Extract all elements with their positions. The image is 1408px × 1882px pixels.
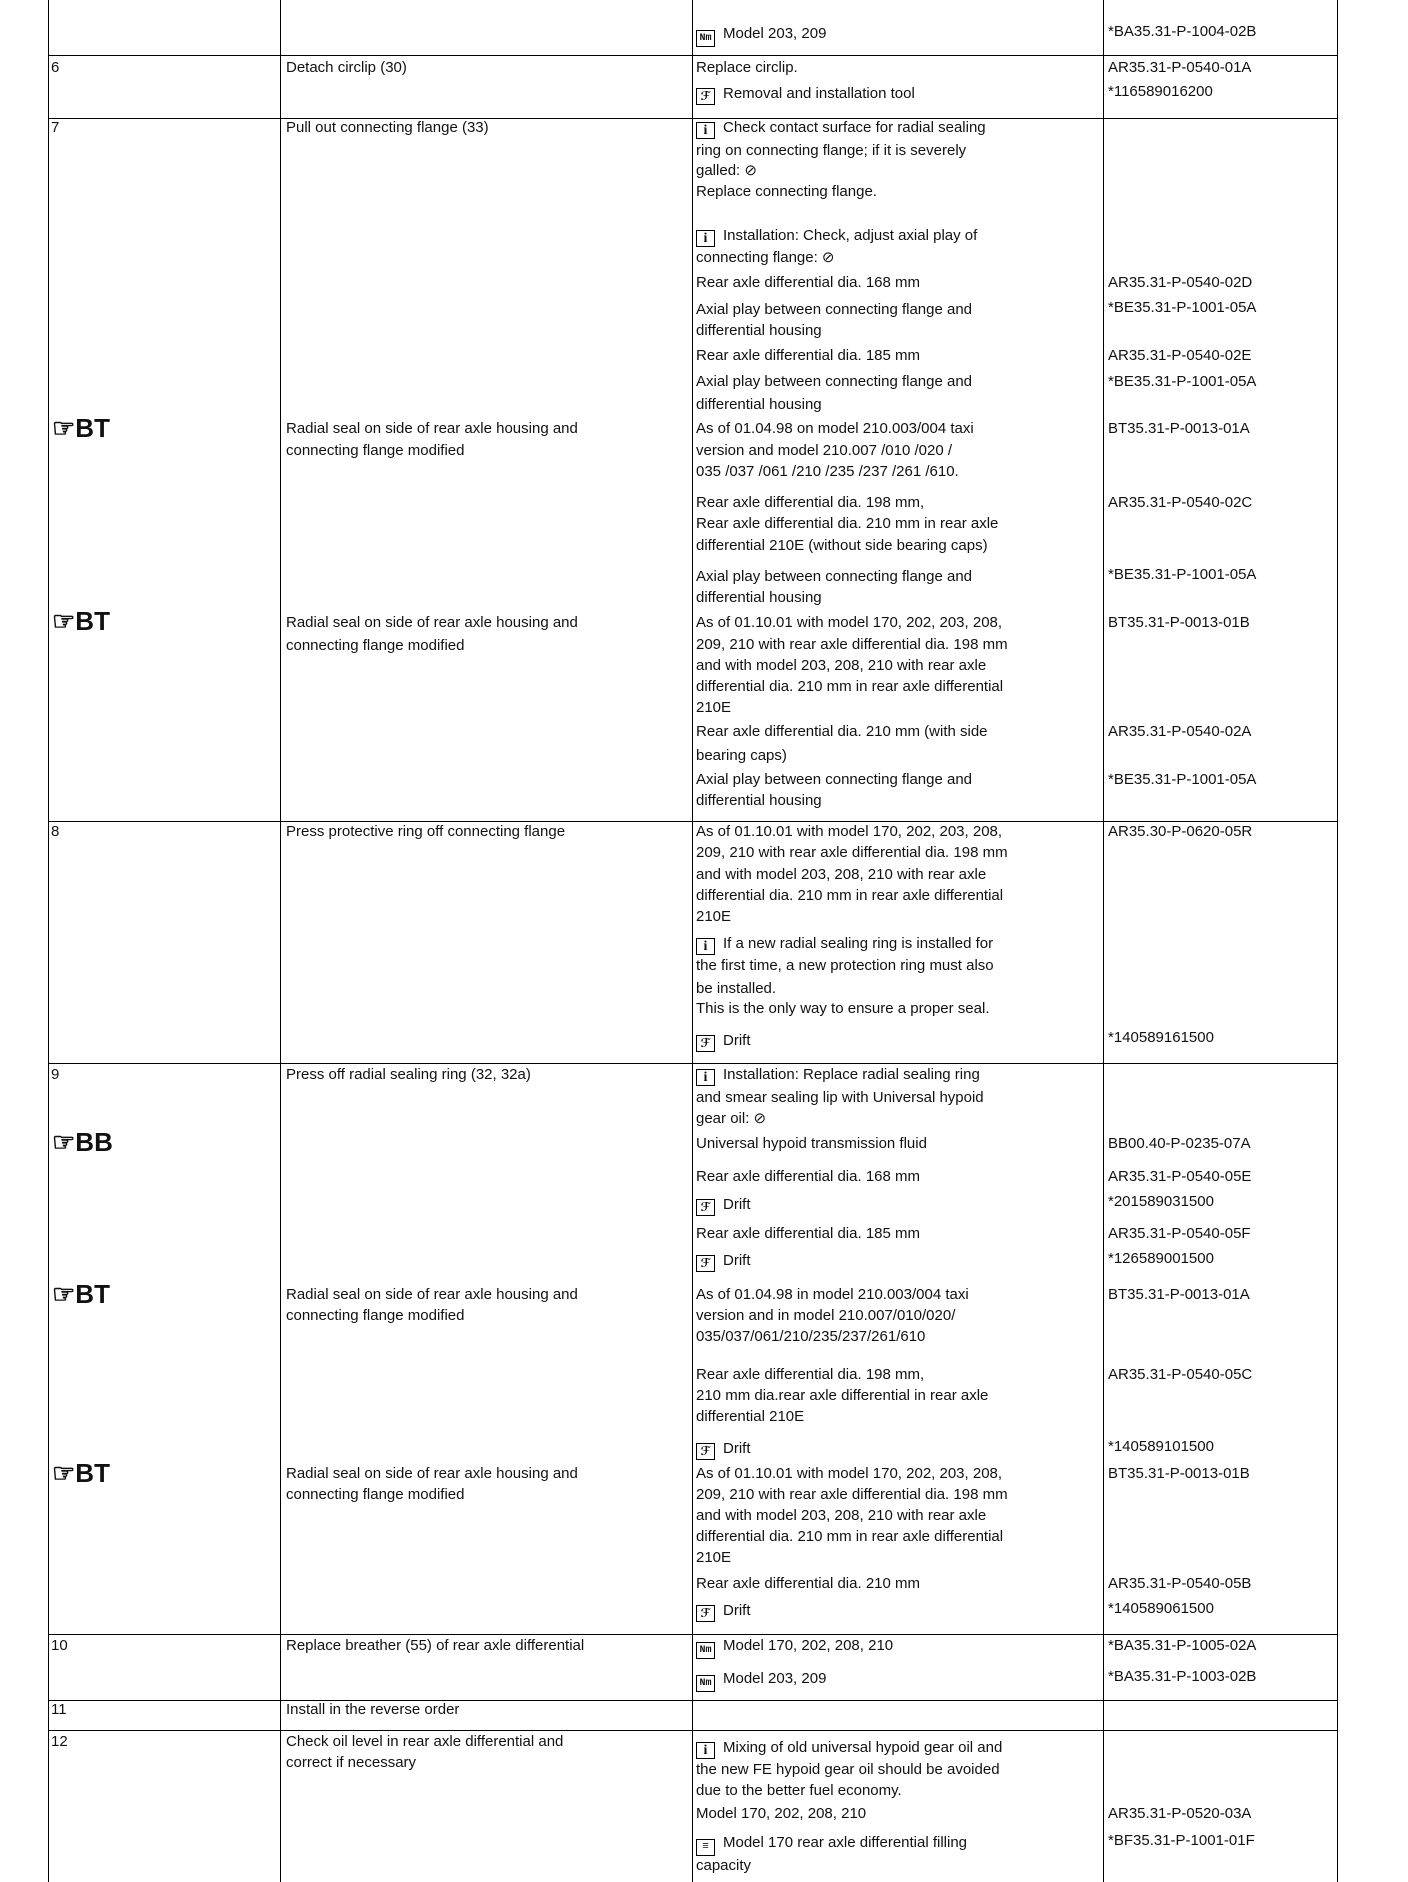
indicator-label xyxy=(52,1279,110,1309)
cell-text: BT35.31-P-0013-01B xyxy=(1108,1465,1250,1482)
cell-text: *BF35.31-P-1001-01F xyxy=(1108,1832,1255,1849)
step-detail xyxy=(696,822,1002,842)
cell-text: *BE35.31-P-1001-05A xyxy=(1108,771,1257,788)
cell-text: 210E xyxy=(696,908,732,925)
reference-code xyxy=(1108,1134,1251,1154)
step-detail xyxy=(696,300,972,320)
cell-text: Replace circlip. xyxy=(696,59,798,76)
cell-text: *140589161500 xyxy=(1108,1029,1214,1046)
step-description xyxy=(286,822,565,842)
step-detail xyxy=(696,1386,988,1406)
cell-text: 10 xyxy=(51,1637,68,1654)
cell-text: and with model 203, 208, 210 with rear axle xyxy=(696,1507,987,1524)
step-description xyxy=(286,1753,416,1773)
step-detail xyxy=(696,395,822,415)
cell-text: Radial seal on side of rear axle housing and xyxy=(286,1286,578,1303)
step-detail xyxy=(696,84,915,105)
cell-text: 210E xyxy=(696,1549,732,1566)
cell-text: AR35.31-P-0540-02E xyxy=(1108,347,1252,364)
cell-text: Mixing of old universal hypoid gear oil and xyxy=(723,1739,1003,1756)
cell-text: AR35.31-P-0540-05E xyxy=(1108,1168,1252,1185)
reference-code xyxy=(1108,822,1252,842)
reference-code xyxy=(1108,1028,1214,1048)
cell-text: connecting flange modified xyxy=(286,442,465,459)
step-detail xyxy=(696,1251,751,1272)
cell-text: *140589101500 xyxy=(1108,1438,1214,1455)
step-detail xyxy=(696,346,920,366)
indicator-label xyxy=(52,606,110,636)
reference-code xyxy=(1108,1831,1255,1851)
step-description xyxy=(286,636,464,656)
cell-text: Rear axle differential dia. 198 mm, xyxy=(696,1366,925,1383)
step-detail xyxy=(696,1224,920,1244)
step-detail xyxy=(696,441,952,461)
cell-text: 209, 210 with rear axle differential dia. 198 mm xyxy=(696,636,1008,653)
reference-code xyxy=(1108,1192,1214,1212)
step-detail xyxy=(696,1031,751,1052)
cell-text: AR35.31-P-0540-05B xyxy=(1108,1575,1252,1592)
cell-text: differential dia. 210 mm in rear axle differential xyxy=(696,678,1004,695)
cell-text: 11 xyxy=(51,1701,67,1718)
step-detail xyxy=(696,1601,751,1622)
cell-text: Model 170, 202, 208, 210 xyxy=(723,1637,894,1654)
reference-code xyxy=(1108,58,1251,78)
cell-text: Model 170, 202, 208, 210 xyxy=(696,1805,867,1822)
cell-text: Radial seal on side of rear axle housing and xyxy=(286,614,578,631)
reference-code xyxy=(1108,298,1256,318)
cell-text: Rear axle differential dia. 210 mm in rear axle xyxy=(696,515,999,532)
cell-text: ring on connecting flange; if it is severely xyxy=(696,142,967,159)
tool-icon: ℱ xyxy=(696,1443,715,1460)
step-detail xyxy=(696,613,1002,633)
cell-text: Check contact surface for radial sealing xyxy=(723,119,986,136)
cell-text: As of 01.10.01 with model 170, 202, 203, 208, xyxy=(696,823,1003,840)
cell-text: differential 210E (without side bearing caps) xyxy=(696,537,988,554)
cell-text: This is the only way to ensure a proper seal. xyxy=(696,1000,990,1017)
cell-text: AR35.31-P-0540-02D xyxy=(1108,274,1253,291)
step-description xyxy=(286,1732,563,1752)
step-number xyxy=(51,1732,68,1752)
cell-text: and with model 203, 208, 210 with rear axle xyxy=(696,866,987,883)
reference-code xyxy=(1108,1285,1250,1305)
cell-text: Model 203, 209 xyxy=(723,25,827,42)
step-detail xyxy=(696,1306,955,1326)
step-detail xyxy=(696,1738,1002,1759)
cell-text: ☞BT xyxy=(52,606,110,636)
reference-code xyxy=(1108,1249,1214,1269)
cell-text: differential 210E xyxy=(696,1408,805,1425)
step-detail xyxy=(696,1065,980,1086)
step-detail xyxy=(696,1195,751,1216)
cell-text: ☞BT xyxy=(52,1279,110,1309)
step-detail xyxy=(696,24,826,47)
cell-text: Pull out connecting flange (33) xyxy=(286,119,489,136)
step-detail xyxy=(696,1365,924,1385)
step-detail xyxy=(696,514,998,534)
cell-text: Universal hypoid transmission fluid xyxy=(696,1135,927,1152)
step-detail xyxy=(696,1781,902,1801)
cell-text: differential housing xyxy=(696,396,822,413)
reference-code xyxy=(1108,1636,1256,1656)
reference-code xyxy=(1108,22,1256,42)
cell-text: differential dia. 210 mm in rear axle differential xyxy=(696,1528,1004,1545)
reference-code xyxy=(1108,1437,1214,1457)
step-detail xyxy=(696,843,1008,863)
cell-text: AR35.31-P-0540-02C xyxy=(1108,494,1253,511)
step-description xyxy=(286,441,464,461)
step-detail xyxy=(696,746,787,766)
cell-text: and smear sealing lip with Universal hypoid xyxy=(696,1089,984,1106)
step-detail xyxy=(696,1574,920,1594)
reference-code xyxy=(1108,613,1250,633)
cell-text: differential housing xyxy=(696,589,822,606)
cell-text: Drift xyxy=(723,1440,751,1457)
torque-icon: Nm xyxy=(696,30,715,47)
step-detail xyxy=(696,372,972,392)
step-detail xyxy=(696,656,986,676)
step-detail xyxy=(696,1327,925,1347)
step-number xyxy=(51,118,59,138)
cell-text: galled: ⊘ xyxy=(696,162,757,179)
step-description xyxy=(286,1065,531,1085)
cell-text: bearing caps) xyxy=(696,747,787,764)
step-detail xyxy=(696,1856,751,1876)
tool-icon: ℱ xyxy=(696,1199,715,1216)
cell-text: capacity xyxy=(696,1857,752,1874)
cell-text: connecting flange modified xyxy=(286,1307,465,1324)
step-detail xyxy=(696,419,974,439)
reference-code xyxy=(1108,1365,1252,1385)
cell-text: Detach circlip (30) xyxy=(286,59,407,76)
cell-text: 7 xyxy=(51,119,60,136)
indicator-label xyxy=(52,1458,110,1488)
step-detail xyxy=(696,722,988,742)
reference-code xyxy=(1108,770,1256,790)
cell-text: Press off radial sealing ring (32, 32a) xyxy=(286,1066,531,1083)
cell-text: Drift xyxy=(723,1196,751,1213)
cell-text: Replace connecting flange. xyxy=(696,183,877,200)
cell-text: AR35.31-P-0540-01A xyxy=(1108,59,1252,76)
cell-text: 209, 210 with rear axle differential dia. 198 mm xyxy=(696,844,1008,861)
cell-text: AR35.31-P-0540-02A xyxy=(1108,723,1252,740)
step-description xyxy=(286,1285,578,1305)
step-description xyxy=(286,1306,464,1326)
cell-text: Replace breather (55) of rear axle differential xyxy=(286,1637,585,1654)
reference-code xyxy=(1108,722,1251,742)
cell-text: *126589001500 xyxy=(1108,1250,1214,1267)
cell-text: *BA35.31-P-1004-02B xyxy=(1108,23,1257,40)
cell-text: correct if necessary xyxy=(286,1754,417,1771)
step-detail xyxy=(696,1088,984,1108)
cell-text: BB00.40-P-0235-07A xyxy=(1108,1135,1251,1152)
cell-text: connecting flange: ⊘ xyxy=(696,249,835,266)
cell-text: BT35.31-P-0013-01A xyxy=(1108,420,1250,437)
step-detail xyxy=(696,1804,866,1824)
reference-code xyxy=(1108,1224,1251,1244)
cell-text: differential housing xyxy=(696,792,822,809)
reference-code xyxy=(1108,493,1252,513)
cell-text: connecting flange modified xyxy=(286,637,465,654)
cell-text: *201589031500 xyxy=(1108,1193,1214,1210)
step-number xyxy=(51,58,59,78)
step-detail xyxy=(696,273,920,293)
cell-text: gear oil: ⊘ xyxy=(696,1110,767,1127)
cell-text: 9 xyxy=(51,1066,60,1083)
cell-text: Model 203, 209 xyxy=(723,1670,827,1687)
step-detail xyxy=(696,1636,893,1659)
cell-text: As of 01.10.01 with model 170, 202, 203, 208, xyxy=(696,614,1003,631)
tool-icon: ℱ xyxy=(696,88,715,105)
cell-text: Installation: Replace radial sealing ring xyxy=(723,1066,980,1083)
step-detail xyxy=(696,1464,1002,1484)
info-icon: i xyxy=(696,1069,715,1086)
cell-text: Axial play between connecting flange and xyxy=(696,301,973,318)
step-description xyxy=(286,613,578,633)
cell-text: Rear axle differential dia. 210 mm xyxy=(696,1575,921,1592)
cell-text: connecting flange modified xyxy=(286,1486,465,1503)
cell-text: version and in model 210.007/010/020/ xyxy=(696,1307,956,1324)
step-detail xyxy=(696,1548,731,1568)
step-number xyxy=(51,822,59,842)
cell-text: 8 xyxy=(51,823,60,840)
tool-icon: ℱ xyxy=(696,1035,715,1052)
cell-text: *BE35.31-P-1001-05A xyxy=(1108,299,1257,316)
step-detail xyxy=(696,635,1008,655)
cell-text: As of 01.04.98 on model 210.003/004 taxi xyxy=(696,420,974,437)
step-detail xyxy=(696,886,1003,906)
cell-text: due to the better fuel economy. xyxy=(696,1782,902,1799)
step-detail xyxy=(696,1669,826,1692)
cell-text: 12 xyxy=(51,1733,68,1750)
reference-code xyxy=(1108,273,1252,293)
step-detail xyxy=(696,226,977,247)
step-description xyxy=(286,1485,464,1505)
step-detail xyxy=(696,1760,1000,1780)
step-detail xyxy=(696,907,731,927)
tool-icon: ℱ xyxy=(696,1605,715,1622)
step-detail xyxy=(696,182,877,202)
reference-code xyxy=(1108,82,1213,102)
step-detail xyxy=(696,1485,1008,1505)
cell-text: Rear axle differential dia. 168 mm xyxy=(696,274,921,291)
cell-text: 6 xyxy=(51,59,60,76)
cell-text: BT35.31-P-0013-01A xyxy=(1108,1286,1250,1303)
indicator-label xyxy=(52,1127,113,1157)
cell-text: Rear axle differential dia. 185 mm xyxy=(696,1225,921,1242)
step-number xyxy=(51,1636,68,1656)
cell-text: the new FE hypoid gear oil should be avoided xyxy=(696,1761,1000,1778)
cell-text: version and model 210.007 /010 /020 / xyxy=(696,442,953,459)
step-detail xyxy=(696,791,822,811)
info-icon: i xyxy=(696,938,715,955)
step-description xyxy=(286,1700,459,1720)
cell-text: ☞BB xyxy=(52,1127,113,1157)
torque-icon: Nm xyxy=(696,1675,715,1692)
cell-text: Radial seal on side of rear axle housing and xyxy=(286,420,578,437)
reference-code xyxy=(1108,372,1256,392)
step-detail xyxy=(696,1506,986,1526)
step-detail xyxy=(696,956,994,976)
cell-text: differential dia. 210 mm in rear axle differential xyxy=(696,887,1004,904)
info-icon: i xyxy=(696,230,715,247)
reference-code xyxy=(1108,1167,1251,1187)
cell-text: AR35.31-P-0540-05F xyxy=(1108,1225,1251,1242)
cell-text: *BE35.31-P-1001-05A xyxy=(1108,373,1257,390)
cell-text: *BE35.31-P-1001-05A xyxy=(1108,566,1257,583)
step-detail xyxy=(696,58,798,78)
cell-text: AR35.31-P-0540-05C xyxy=(1108,1366,1253,1383)
reference-code xyxy=(1108,419,1250,439)
step-detail xyxy=(696,536,988,556)
step-detail xyxy=(696,698,731,718)
cell-text: Drift xyxy=(723,1252,751,1269)
cell-text: *BA35.31-P-1005-02A xyxy=(1108,1637,1257,1654)
cell-text: ☞BT xyxy=(52,413,110,443)
step-detail xyxy=(696,677,1003,697)
cell-text: Axial play between connecting flange and xyxy=(696,771,973,788)
cell-text: 035 /037 /061 /210 /235 /237 /261 /610. xyxy=(696,463,959,480)
step-description xyxy=(286,1464,578,1484)
step-description xyxy=(286,419,578,439)
step-detail xyxy=(696,999,989,1019)
cell-text: Drift xyxy=(723,1602,751,1619)
torque-icon: Nm xyxy=(696,1642,715,1659)
step-detail xyxy=(696,1527,1003,1547)
cell-text: Model 170 rear axle differential filling xyxy=(723,1834,968,1851)
reference-code xyxy=(1108,1574,1251,1594)
cell-text: Rear axle differential dia. 185 mm xyxy=(696,347,921,364)
reference-code xyxy=(1108,1599,1214,1619)
step-description xyxy=(286,58,407,78)
step-number xyxy=(51,1065,59,1085)
info-icon: i xyxy=(696,122,715,139)
filling-capacity-icon: ≡ xyxy=(696,1839,715,1856)
cell-text: Drift xyxy=(723,1032,751,1049)
step-detail xyxy=(696,934,993,955)
step-detail xyxy=(696,161,757,181)
step-detail xyxy=(696,1833,967,1856)
cell-text: the first time, a new protection ring must also xyxy=(696,957,994,974)
step-detail xyxy=(696,118,986,139)
step-detail xyxy=(696,462,959,482)
cell-text: Installation: Check, adjust axial play of xyxy=(723,227,978,244)
reference-code xyxy=(1108,565,1256,585)
cell-text: As of 01.04.98 in model 210.003/004 taxi xyxy=(696,1286,969,1303)
step-detail xyxy=(696,1285,969,1305)
cell-text: 035/037/061/210/235/237/261/610 xyxy=(696,1328,926,1345)
cell-text: If a new radial sealing ring is installed for xyxy=(723,935,994,952)
tool-icon: ℱ xyxy=(696,1255,715,1272)
step-number xyxy=(51,1700,67,1720)
cell-text: Install in the reverse order xyxy=(286,1701,460,1718)
info-icon: i xyxy=(696,1742,715,1759)
cell-text: be installed. xyxy=(696,980,777,997)
cell-text: *BA35.31-P-1003-02B xyxy=(1108,1668,1257,1685)
cell-text: differential housing xyxy=(696,322,822,339)
step-detail xyxy=(696,248,835,268)
step-detail xyxy=(696,567,972,587)
cell-text: 210E xyxy=(696,699,732,716)
cell-text: ☞BT xyxy=(52,1458,110,1488)
step-detail xyxy=(696,865,986,885)
cell-text: *140589061500 xyxy=(1108,1600,1214,1617)
step-detail xyxy=(696,1109,766,1129)
reference-code xyxy=(1108,346,1251,366)
reference-code xyxy=(1108,1464,1250,1484)
cell-text: Rear axle differential dia. 168 mm xyxy=(696,1168,921,1185)
step-detail xyxy=(696,321,822,341)
cell-text: Rear axle differential dia. 210 mm (with side xyxy=(696,723,988,740)
cell-text: BT35.31-P-0013-01B xyxy=(1108,614,1250,631)
reference-code xyxy=(1108,1804,1251,1824)
step-detail xyxy=(696,770,972,790)
indicator-label xyxy=(52,413,110,443)
reference-code xyxy=(1108,1667,1256,1687)
step-detail xyxy=(696,141,966,161)
cell-text: AR35.30-P-0620-05R xyxy=(1108,823,1253,840)
step-detail xyxy=(696,979,776,999)
cell-text: Radial seal on side of rear axle housing and xyxy=(286,1465,578,1482)
step-detail xyxy=(696,1134,927,1154)
cell-text: Removal and installation tool xyxy=(723,85,915,102)
cell-text: Rear axle differential dia. 198 mm, xyxy=(696,494,925,511)
cell-text: As of 01.10.01 with model 170, 202, 203, 208, xyxy=(696,1465,1003,1482)
cell-text: *116589016200 xyxy=(1108,83,1213,100)
cell-text: Check oil level in rear axle differential and xyxy=(286,1733,564,1750)
cell-text: 210 mm dia.rear axle differential in rear axle xyxy=(696,1387,989,1404)
step-detail xyxy=(696,1439,751,1460)
step-detail xyxy=(696,493,924,513)
cell-text: 209, 210 with rear axle differential dia. 198 mm xyxy=(696,1486,1008,1503)
step-detail xyxy=(696,1407,804,1427)
step-detail xyxy=(696,1167,920,1187)
cell-text: AR35.31-P-0520-03A xyxy=(1108,1805,1252,1822)
cell-text: Axial play between connecting flange and xyxy=(696,373,973,390)
step-description xyxy=(286,118,489,138)
cell-text: and with model 203, 208, 210 with rear axle xyxy=(696,657,987,674)
step-detail xyxy=(696,588,822,608)
step-description xyxy=(286,1636,584,1656)
cell-text: Press protective ring off connecting flange xyxy=(286,823,566,840)
cell-text: Axial play between connecting flange and xyxy=(696,568,973,585)
